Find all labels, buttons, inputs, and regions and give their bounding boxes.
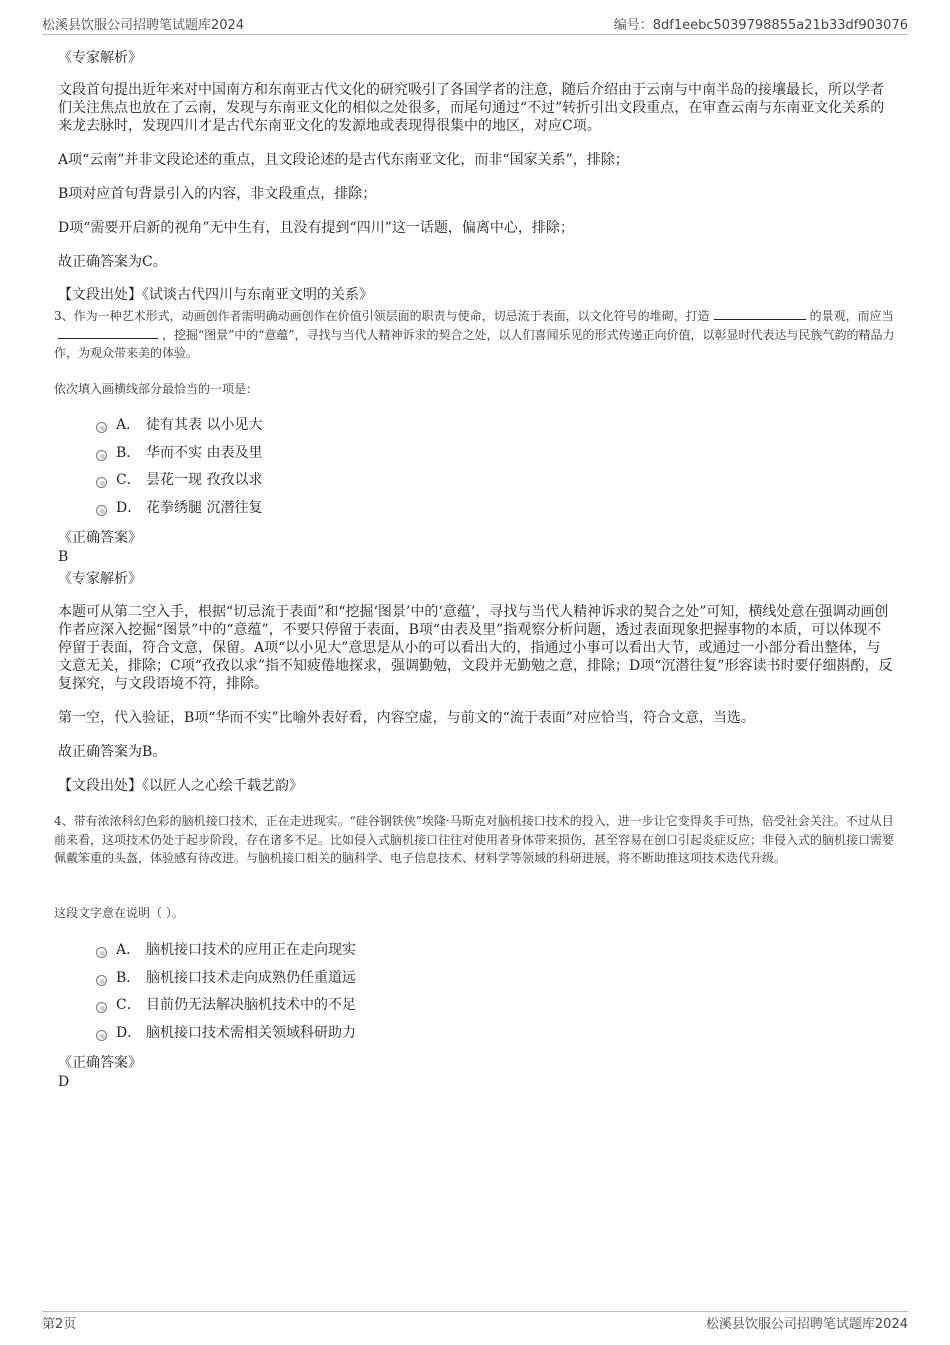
q3-blank-2	[58, 327, 158, 339]
q3-answer: B	[58, 549, 69, 565]
q3-stem-part1: 3、作为一种艺术形式，动画创作者需明确动画创作在价值引领层面的职责与使命，切忌流于表面，以文化符号的堆砌，打造	[54, 309, 710, 323]
q4-option-d[interactable]	[96, 1024, 356, 1042]
q3-option-c[interactable]	[96, 471, 262, 489]
option-letter: B．	[116, 445, 141, 461]
q3-stem	[54, 307, 896, 363]
q2-source: 【文段出处】《试谈古代四川与东南亚文明的关系》	[58, 287, 373, 303]
q3-answer-title: 《正确答案》	[58, 530, 142, 546]
q2-analysis-option-b: B项对应首句背景引入的内容，非文段重点，排除；	[58, 186, 377, 202]
q2-analysis-option-d: D项“需要开启新的视角”无中生有，且没有提到“四川”这一话题，偏离中心，排除；	[58, 220, 574, 236]
option-letter: C．	[116, 997, 141, 1013]
q4-prompt: 这段文字意在说明（ ）。	[54, 906, 184, 920]
q4-option-b[interactable]	[96, 969, 356, 987]
q3-analysis-title: 《专家解析》	[58, 571, 142, 587]
radio-icon[interactable]	[96, 505, 107, 516]
q2-analysis-option-a: A项“云南”并非文段论述的重点，且文段论述的是古代东南亚文化，而非“国家关系”，排除；	[58, 152, 629, 168]
q3-option-b[interactable]	[96, 444, 262, 462]
radio-icon[interactable]	[96, 422, 107, 433]
radio-icon[interactable]	[96, 477, 107, 488]
q4-answer: D	[58, 1074, 70, 1090]
option-text: 目前仍无法解决脑机技术中的不足	[146, 997, 356, 1013]
option-text: 脑机接口技术的应用正在走向现实	[146, 942, 356, 958]
q4-answer-title: 《正确答案》	[58, 1055, 142, 1071]
option-text: 花拳绣腿 沉潜往复	[146, 500, 263, 516]
header-right: 编号：8df1eebc5039798855a21b33df903076	[613, 18, 908, 33]
radio-icon[interactable]	[96, 947, 107, 958]
radio-icon[interactable]	[96, 1002, 107, 1013]
q4-stem: 4、带有浓浓科幻色彩的脑机接口技术，正在走进现实。“硅谷钢铁侠”埃隆·马斯克对脑机接口技术的投入，进一步让它变得炙手可热，倍受社会关注。不过从目前来看，这项技术仍处于起步阶段，存在诸多不足。比如侵入式脑机接口往往对使用者身体带来损伤，甚至容易在创口引起炎症反应；非侵入式的脑机接口需要佩戴笨重的头盔，体验感有待改进。与脑机接口相关的脑科学、电子信息技术、材料学等领域的科研进展，将不断助推这项技术迭代升级。	[54, 814, 895, 865]
q3-stem-part3: ，挖掘“图景”中的“意蕴”，寻找与当代人精神诉求的契合之处，以人们喜闻乐见的形式传递正向价值，以彰显时代表达与民族气韵的精品力作，为观众带来美的体验。	[54, 327, 895, 360]
option-letter: B．	[116, 970, 141, 986]
option-text: 昙花一现 孜孜以求	[146, 472, 263, 488]
q3-option-a[interactable]	[96, 416, 262, 434]
q3-blank-1	[714, 308, 806, 320]
q3-analysis-paragraph-2: 第一空，代入验证，B项“华而不实”比喻外表好看，内容空虚，与前文的“流于表面”对应恰当，符合文意，当选。	[58, 710, 755, 726]
footer-right: 松溪县饮服公司招聘笔试题库2024	[705, 1317, 908, 1332]
radio-icon[interactable]	[96, 1030, 107, 1041]
footer-page-number: 第2页	[42, 1317, 77, 1332]
q2-conclusion: 故正确答案为C。	[58, 254, 167, 270]
option-text: 脑机接口技术走向成熟仍任重道远	[146, 970, 356, 986]
q3-prompt: 依次填入画横线部分最恰当的一项是：	[54, 382, 259, 396]
option-letter: D．	[116, 1025, 142, 1041]
option-text: 华而不实 由表及里	[146, 445, 263, 461]
option-letter: A．	[116, 942, 141, 958]
header-divider	[42, 34, 908, 35]
q4-option-c[interactable]	[96, 996, 356, 1014]
q3-option-d[interactable]	[96, 499, 262, 517]
radio-icon[interactable]	[96, 450, 107, 461]
q3-conclusion: 故正确答案为B。	[58, 744, 167, 760]
option-letter: C．	[116, 472, 141, 488]
q3-source: 【文段出处】《以匠人之心绘千载艺韵》	[58, 778, 303, 794]
option-letter: D．	[116, 500, 142, 516]
header-left: 松溪县饮服公司招聘笔试题库2024	[42, 18, 245, 33]
footer-divider	[42, 1311, 908, 1312]
option-text: 徒有其表 以小见大	[146, 417, 263, 433]
q3-stem-part2: 的景观，而应当	[809, 309, 894, 323]
q2-analysis-title: 《专家解析》	[58, 50, 142, 66]
q4-option-a[interactable]	[96, 941, 356, 959]
q3-analysis-paragraph: 本题可从第二空入手，根据“切忌流于表面”和“挖掘‘图景’中的‘意蕴’，寻找与当代人精神诉求的契合之处”可知，横线处意在强调动画创作者应深入挖掘“图景”中的“意蕴”，不要只停留于表面，B项“由表及里”指观察分析问题，透过表面现象把握事物的本质，可以体现不停留于表面，符合文意，保留。A项“以小见大”意思是从小的可以看出大的，指通过小事可以看出大节，或通过一小部分看出整体，与文意无关，排除；C项“孜孜以求”指不知疲倦地探求，强调勤勉，文段并无勤勉之意，排除；D项“沉潜往复”形容读书时要仔细斟酌，反复探究，与文段语境不符，排除。	[58, 604, 893, 692]
q2-analysis-paragraph: 文段首句提出近年来对中国南方和东南亚古代文化的研究吸引了各国学者的注意，随后介绍由于云南与中南半岛的接壤最长，所以学者们关注焦点也放在了云南，发现与东南亚文化的相似之处很多，而尾句通过“不过”转折引出文段重点，在审查云南与东南亚文化关系的来龙去脉时，发现四川才是古代东南亚文化的发源地或表现得很集中的地区，对应C项。	[58, 82, 885, 134]
radio-icon[interactable]	[96, 975, 107, 986]
option-letter: A．	[116, 417, 141, 433]
option-text: 脑机接口技术需相关领域科研助力	[146, 1025, 356, 1041]
